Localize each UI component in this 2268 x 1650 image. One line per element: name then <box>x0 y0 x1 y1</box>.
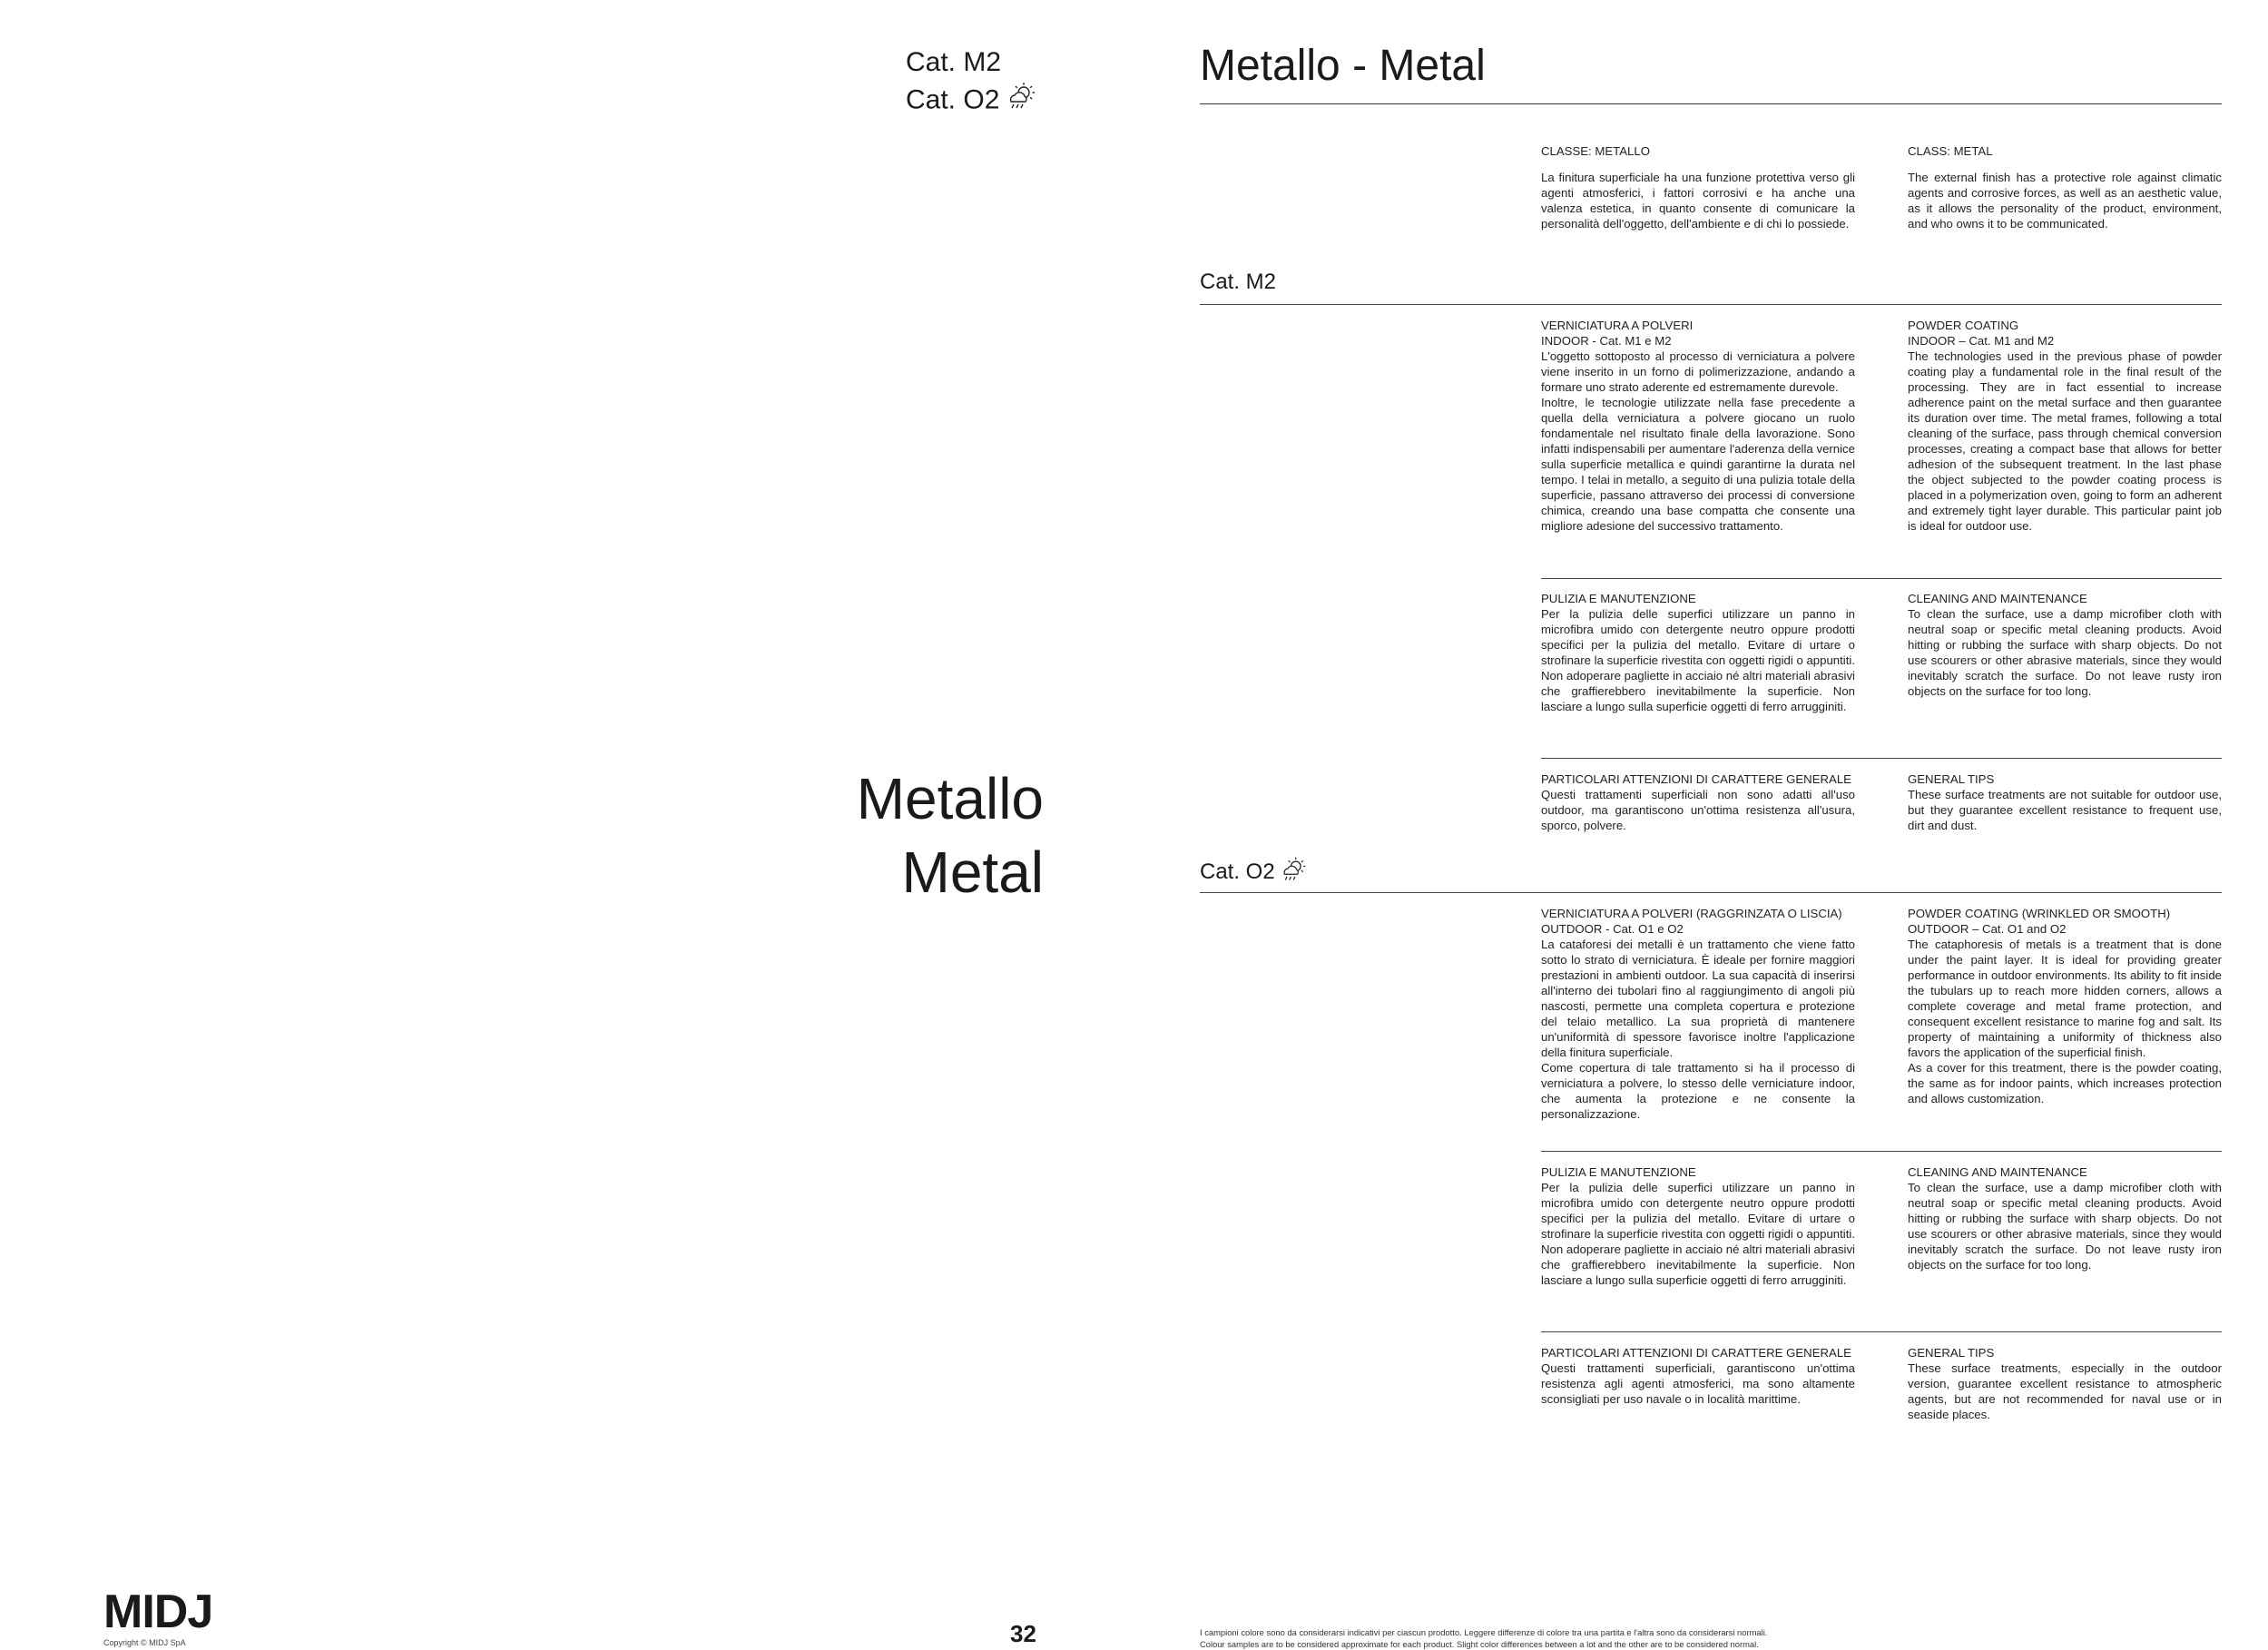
sidebar-cat-o2 <box>906 81 1037 122</box>
block-body: Questi trattamenti superficiali, garantiscono un'ottima resistenza agli agenti atmosferici, ma sono altamente sconsigliati per uso navale o in località marittime. <box>1541 1361 1855 1406</box>
block-heading: PARTICOLARI ATTENZIONI DI CARATTERE GENERALE <box>1541 1346 1851 1360</box>
section-heading-o2-label: Cat. O2 <box>1200 859 1275 884</box>
section-divider-m2 <box>1200 304 2222 305</box>
block-body: Per la pulizia delle superfici utilizzare un panno in microfibra umido con detergente neutro oppure prodotti specifici per la pulizia del metallo. Evitare di urtare o strofinare la superficie rivestita con oggetti rigidi o appuntiti. Non adoperare pagliette in acciaio né altri materiali abrasivi che graffierebbero inevitabilmente la superficie. Non lasciare a lungo sulla superficie oggetti di ferro arrugginiti. <box>1541 607 1855 713</box>
intro-en-body: The external finish has a protective role against climatic agents and corrosive forces, as well as an aesthetic value, as it allows the personality of the product, environment, and who owns it to be communicated. <box>1908 171 2222 231</box>
m2-block-2-en <box>1908 591 2222 699</box>
block-heading: GENERAL TIPS <box>1908 1346 1995 1360</box>
intro-en-heading: CLASS: METAL <box>1908 144 1993 158</box>
block-heading: POWDER COATING <box>1908 319 2019 332</box>
o2-block-2-it <box>1541 1164 1855 1288</box>
block-heading: POWDER COATING (WRINKLED OR SMOOTH) <box>1908 907 2171 920</box>
o2-block-1-en <box>1908 906 2222 1106</box>
sun-cloud-rain-icon <box>1281 856 1308 889</box>
copyright: Copyright © MIDJ SpA <box>103 1638 186 1647</box>
block-heading: VERNICIATURA A POLVERI (RAGGRINZATA O LISCIA) <box>1541 907 1842 920</box>
block-body: These surface treatments are not suitable for outdoor use, but they guarantee excellent resistance to frequent use, dirt and dust. <box>1908 788 2222 832</box>
block-heading: PULIZIA E MANUTENZIONE <box>1541 592 1696 605</box>
section-heading-m2: Cat. M2 <box>1200 270 1277 294</box>
header-divider <box>1200 103 2222 104</box>
intro-en <box>1908 143 2222 231</box>
block-divider <box>1541 1331 2222 1332</box>
block-heading: VERNICIATURA A POLVERI <box>1541 319 1694 332</box>
block-body: To clean the surface, use a damp microfiber cloth with neutral soap or specific metal cleaning products. Avoid hitting or rubbing the surface with sharp objects. Do not use scourers or other abrasive materials, since they would inevitably scratch the surface. Do not leave rusty iron objects on the surface for too long. <box>1908 1181 2222 1272</box>
block-divider <box>1541 578 2222 579</box>
sidebar-cat-o2-label: Cat. O2 <box>906 84 1000 115</box>
section-divider-o2 <box>1200 892 2222 893</box>
section-heading-o2 <box>1200 856 1308 889</box>
o2-block-2-en <box>1908 1164 2222 1272</box>
midj-logo: MIDJ <box>103 1586 213 1638</box>
block-heading: PARTICOLARI ATTENZIONI DI CARATTERE GENERALE <box>1541 772 1851 786</box>
block-heading: GENERAL TIPS <box>1908 772 1995 786</box>
page-number: 32 <box>1010 1620 1036 1647</box>
sun-cloud-rain-icon <box>1006 81 1037 122</box>
disclaimer-it: I campioni colore sono da considerarsi indicativi per ciascun prodotto. Leggere differenze di colore tra una partita e l'altra sono da considerarsi normali. <box>1200 1627 1768 1637</box>
m2-block-2-it <box>1541 591 1855 714</box>
block-heading: CLEANING AND MAINTENANCE <box>1908 1165 2087 1179</box>
m2-block-3-en <box>1908 771 2222 833</box>
block-heading: PULIZIA E MANUTENZIONE <box>1541 1165 1696 1179</box>
m2-block-1-it <box>1541 318 1855 534</box>
disclaimer <box>1200 1626 2222 1650</box>
intro-it <box>1541 143 1855 231</box>
block-divider <box>1541 1151 2222 1152</box>
disclaimer-en: Colour samples are to be considered approximate for each product. Slight color differences between a lot and the other are to be considered normal. <box>1200 1639 1759 1649</box>
block-subheading: INDOOR – Cat. M1 and M2 <box>1908 334 2055 348</box>
intro-it-heading: CLASSE: METALLO <box>1541 144 1650 158</box>
o2-block-3-en <box>1908 1345 2222 1422</box>
sidebar-cat-m2: Cat. M2 <box>906 47 1002 77</box>
block-divider <box>1541 758 2222 759</box>
block-body: Questi trattamenti superficiali non sono adatti all'uso outdoor, ma garantiscono un'ottima resistenza all'usura, sporco, polvere. <box>1541 788 1855 832</box>
block-body: L'oggetto sottoposto al processo di verniciatura a polvere viene inserito in un forno di polimerizzazione, andando a formare uno strato aderente ed estremamente durevole. Inoltre, le tecnologie utilizzate nella fase precedente a quella della verniciatura a polvere giocano un ruolo fondamentale nel risultato finale della lavorazione. Sono infatti indispensabili per aumentare l'aderenza della vernice sulla superficie metallica e quindi garantirne la durata nel tempo. I telai in metallo, a seguito di una pulizia totale della superficie, passano attraverso dei processi di conversione chimica, creando una base compatta che consente una migliore adesione del successivo trattamento. <box>1541 349 1855 533</box>
intro-it-body: La finitura superficiale ha una funzione protettiva verso gli agenti atmosferici, i fattori corrosivi e ha anche una valenza estetica, in quanto consente di comunicare la personalità dell'oggetto, dell'ambiente e di chi lo possiede. <box>1541 171 1855 231</box>
block-subheading: OUTDOOR – Cat. O1 and O2 <box>1908 922 2067 936</box>
block-heading: CLEANING AND MAINTENANCE <box>1908 592 2087 605</box>
block-body: The technologies used in the previous phase of powder coating play a fundamental role in the final result of the processing. They are in fact essential to increase adherence paint on the metal surface and then guarantee its duration over time. The metal frames, following a total cleaning of the surface, pass through chemical conversion processes, creating a compact base that allows for better adhesion of the subsequent treatment. In the last phase the object subjected to the powder coating process is placed in a polymerization oven, going to form an adherent and extremely tight layer durable. This particular paint job is ideal for outdoor use. <box>1908 349 2222 533</box>
section-title-it: Metallo <box>856 766 1044 831</box>
m2-block-3-it <box>1541 771 1855 833</box>
block-body: To clean the surface, use a damp microfiber cloth with neutral soap or specific metal cleaning products. Avoid hitting or rubbing the surface with sharp objects. Do not use scourers or other abrasive materials, since they would inevitably scratch the surface. Do not leave rusty iron objects on the surface for too long. <box>1908 607 2222 698</box>
block-body: These surface treatments, especially in the outdoor version, guarantee excellent resistance to atmospheric agents, but are not recommended for naval use or in seaside places. <box>1908 1361 2222 1421</box>
o2-block-3-it <box>1541 1345 1855 1407</box>
page-title: Metallo - Metal <box>1200 42 1486 90</box>
block-subheading: INDOOR - Cat. M1 e M2 <box>1541 334 1672 348</box>
m2-block-1-en <box>1908 318 2222 534</box>
block-body: La cataforesi dei metalli è un trattamento che viene fatto sotto lo strato di verniciatura. È ideale per fornire maggiori prestazioni in ambienti outdoor. La sua capacità di inserirsi all'interno dei tubolari fino al raggiungimento di angoli più nascosti, permette una completa copertura e protezione del telaio metallico. La sua proprietà di mantenere un'uniformità di spessore favorisce inoltre l'applicazione della finitura superficiale. Come copertura di tale trattamento si ha il processo di verniciatura a polvere, lo stesso delle verniciature indoor, che aumenta la protezione e ne consente la personalizzazione. <box>1541 938 1855 1121</box>
o2-block-1-it <box>1541 906 1855 1122</box>
block-body: The cataphoresis of metals is a treatment that is done under the paint layer. It is ideal for providing greater performance in outdoor environments. Its ability to fit inside the tubulars up to reach more hidden corners, allows a complete coverage and metal frame protection, and consequent excellent resistance to marine fog and salt. Its property of maintaining a uniformity of thickness also favors the application of the superficial finish. As a cover for this treatment, there is the powder coating, the same as for indoor paints, which increases protection and allows customization. <box>1908 938 2222 1105</box>
block-subheading: OUTDOOR - Cat. O1 e O2 <box>1541 922 1684 936</box>
section-title-en: Metal <box>901 840 1044 905</box>
block-body: Per la pulizia delle superfici utilizzare un panno in microfibra umido con detergente neutro oppure prodotti specifici per la pulizia del metallo. Evitare di urtare o strofinare la superficie rivestita con oggetti rigidi o appuntiti. Non adoperare pagliette in acciaio né altri materiali abrasivi che graffierebbero inevitabilmente la superficie. Non lasciare a lungo sulla superficie oggetti di ferro arrugginiti. <box>1541 1181 1855 1287</box>
